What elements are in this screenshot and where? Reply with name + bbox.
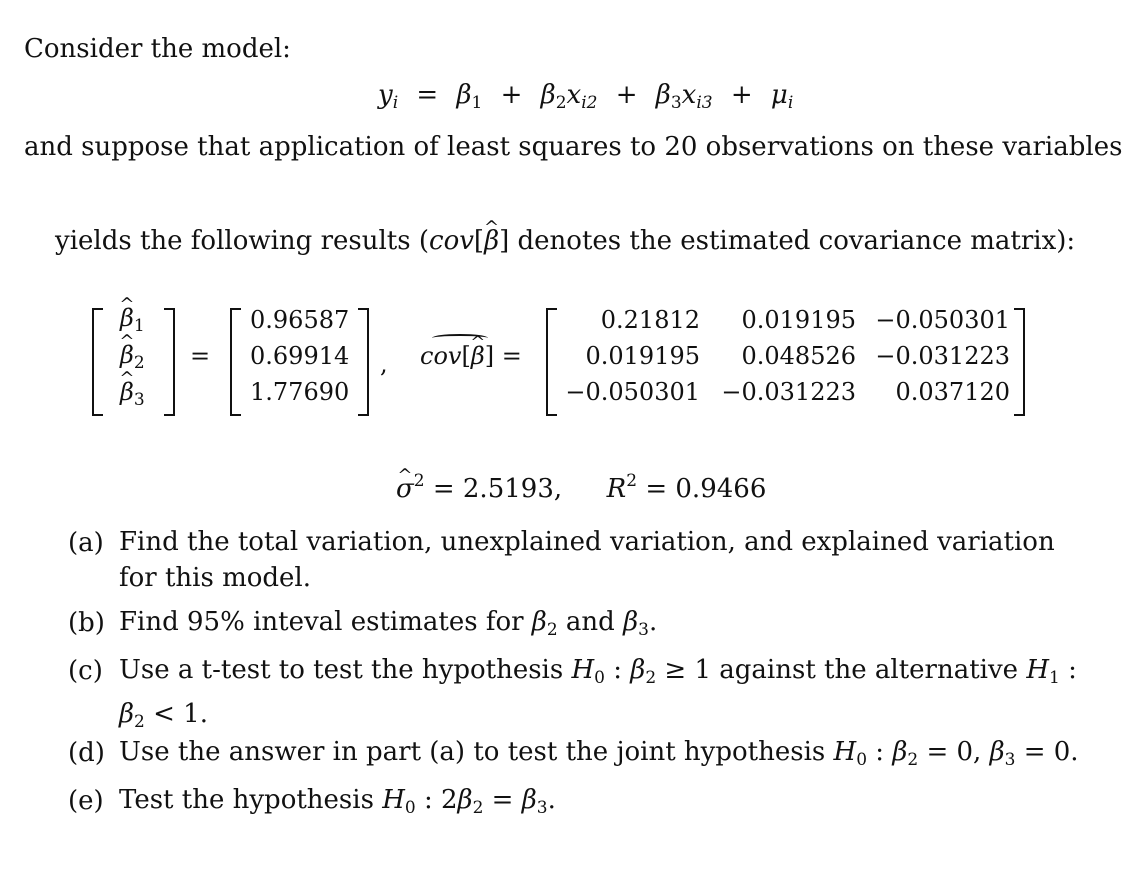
- cov-cell-1-2: 0.019195: [741, 306, 856, 334]
- eq-beta2-sub: 2: [555, 93, 567, 113]
- eq-beta3: β: [655, 80, 671, 110]
- cov-cell-2-1: 0.019195: [585, 342, 700, 370]
- paragraph-observations: and suppose that application of least squares to 20 observations on these variables: [24, 132, 1123, 162]
- eq-x2-sub: i2: [581, 93, 598, 113]
- stats-line: [396, 466, 766, 504]
- eq-beta2: β: [540, 80, 556, 110]
- cov-right-bracket: [1014, 308, 1025, 416]
- sigma-value: = 2.5193,: [424, 474, 563, 504]
- results-beta-hat: ^ β: [484, 226, 499, 256]
- results-before: yields the following results (: [55, 226, 430, 256]
- question-b-label: (b): [68, 608, 105, 638]
- eq-x3: x: [681, 80, 697, 110]
- cov-left-bracket: [546, 308, 557, 416]
- eq-mu-sub: i: [787, 93, 794, 113]
- question-d-text: Use the answer in part (a) to test the joint hypothesis $H_0$ : $\beta_2 = 0$, $\beta_3 = 0$.: [119, 737, 1079, 770]
- vector-comma: ,: [380, 350, 388, 378]
- eq-beta1: β: [456, 80, 472, 110]
- results-bracket-close: ]: [499, 226, 510, 256]
- eq-beta1-sub: 1: [471, 93, 483, 113]
- eq-plus-2: +: [615, 80, 638, 110]
- beta-value-2: 0.69914: [250, 342, 350, 370]
- eq-equals: =: [416, 80, 439, 110]
- question-e-text: Test the hypothesis $H_0$ : $2\beta_2 = \beta_3$.: [119, 785, 556, 818]
- beta-value-3: 1.77690: [250, 378, 350, 406]
- beta-hat-1: ^ $\beta_1$: [120, 304, 145, 340]
- question-c-text: Use a t-test to test the hypothesis $H_0$ : $\beta_2 \ge 1$ against the alternative $H_1$ : $\beta_2 < 1$.: [119, 655, 1077, 732]
- r-squared-sup: 2: [626, 471, 638, 491]
- sigma-sup: 2: [413, 471, 425, 491]
- intro-text: Consider the model:: [24, 34, 291, 64]
- sigma-hat: ^ σ: [396, 474, 414, 504]
- eq-plus-3: +: [730, 80, 753, 110]
- cov-cell-1-3: −0.050301: [875, 306, 1010, 334]
- values-right-bracket: [358, 308, 369, 416]
- eq-y: y: [378, 80, 393, 110]
- beta-value-1: 0.96587: [250, 306, 350, 334]
- beta-hat-3: ^ $\beta_3$: [120, 378, 145, 414]
- cov-cell-3-1: −0.050301: [565, 378, 700, 406]
- r-squared-value: = 0.9466: [637, 474, 767, 504]
- r-squared-symbol: R: [606, 474, 627, 504]
- question-e-label: (e): [68, 786, 104, 816]
- cov-cell-2-2: 0.048526: [741, 342, 856, 370]
- beta-vector-left-bracket: [92, 308, 103, 416]
- cov-label: cov[^ β] =: [420, 342, 522, 370]
- model-equation: [378, 80, 793, 118]
- cov-cell-1-1: 0.21812: [600, 306, 700, 334]
- eq-plus-1: +: [500, 80, 523, 110]
- cov-cell-3-2: −0.031223: [721, 378, 856, 406]
- question-a-text: Find the total variation, unexplained variation, and explained variation for this model.: [119, 527, 1055, 593]
- question-c-label: (c): [68, 656, 103, 686]
- cov-cell-2-3: −0.031223: [875, 342, 1010, 370]
- cov-cell-3-3: 0.037120: [895, 378, 1010, 406]
- paragraph-results: [55, 226, 1075, 256]
- eq-y-sub: i: [392, 93, 399, 113]
- eq-x3-sub: i3: [696, 93, 713, 113]
- question-b-text: Find 95% inteval estimates for $\beta_2$ and $\beta_3$.: [119, 607, 658, 640]
- beta-vector-right-bracket: [164, 308, 175, 416]
- beta-vector-equals: =: [190, 342, 211, 370]
- question-a-label: (a): [68, 528, 104, 558]
- values-left-bracket: [230, 308, 241, 416]
- eq-mu: μ: [770, 80, 788, 110]
- eq-beta3-sub: 3: [670, 93, 682, 113]
- eq-x2: x: [566, 80, 582, 110]
- beta-hat-2: ^ $\beta_2$: [120, 341, 145, 377]
- results-cov: cov: [429, 226, 474, 256]
- results-after: denotes the estimated covariance matrix):: [509, 226, 1076, 256]
- question-d-label: (d): [68, 738, 105, 768]
- results-bracket-open: [: [473, 226, 485, 256]
